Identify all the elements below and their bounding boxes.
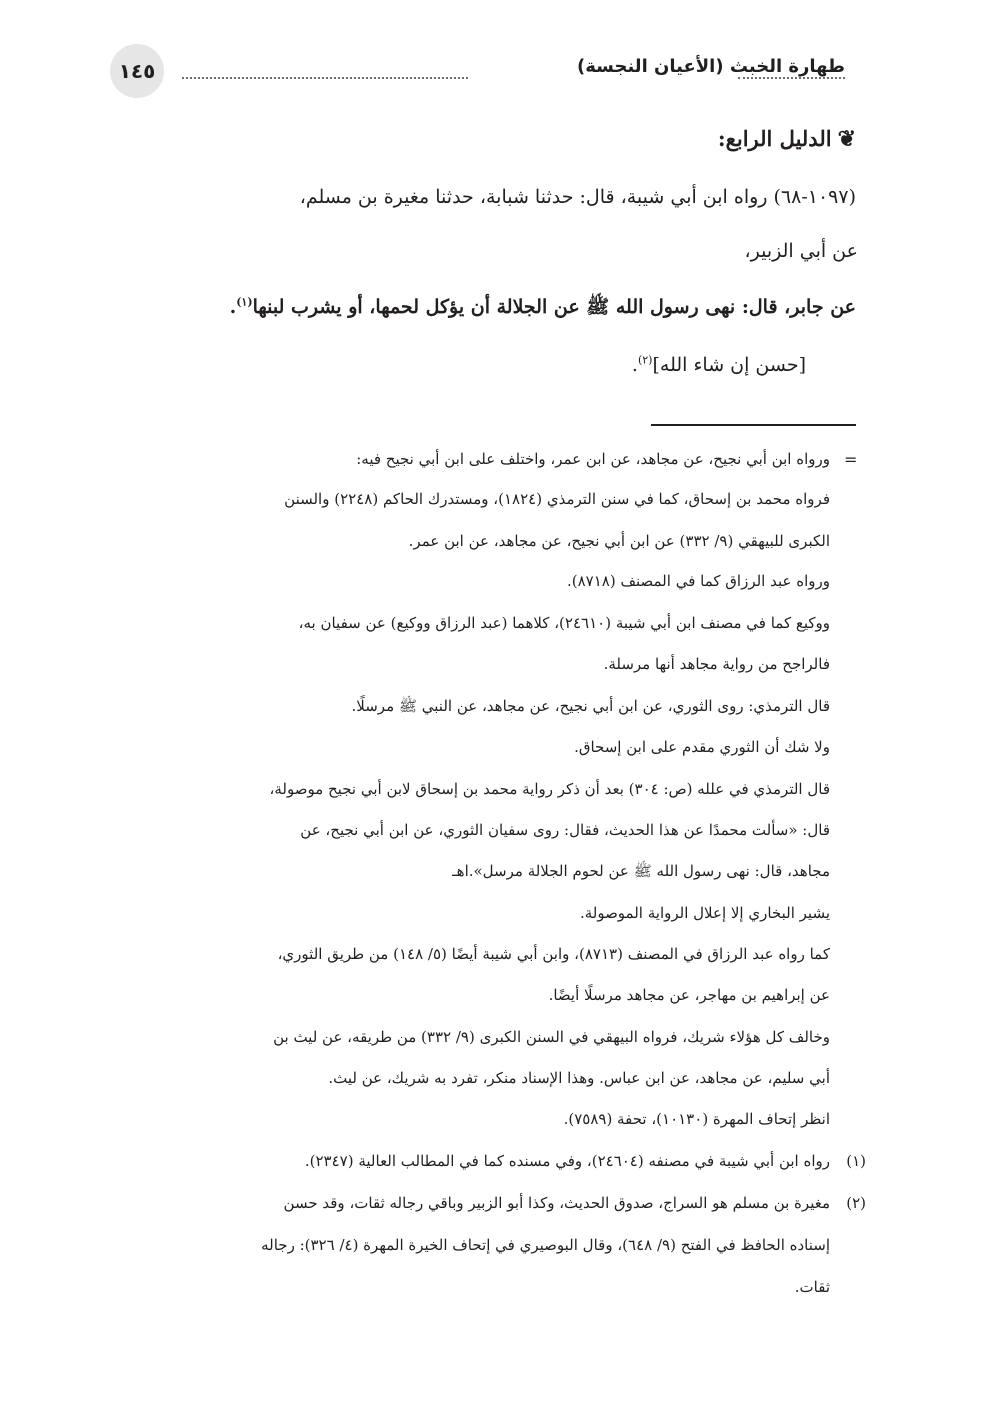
fn-line: أبي سليم، عن مجاهد، عن ابن عباس. وهذا الإسناد منكر، تفرد به شريك، عن ليث. bbox=[328, 1069, 830, 1087]
main-line-2: عن أبي الزبير، bbox=[744, 240, 858, 262]
main-line-3: عن جابر، قال: نهى رسول الله ﷺ عن الجلالة أن يؤكل لحمها، أو يشرب لبنها$^{(١)}$. bbox=[229, 295, 856, 318]
page-number: ١٤٥ bbox=[110, 44, 164, 98]
fn-line: ولا شك أن الثوري مقدم على ابن إسحاق. bbox=[574, 738, 830, 756]
fn-line: وخالف كل هؤلاء شريك، فرواه البيهقي في السنن الكبرى (٩/ ٣٣٢) من طريقه، عن ليث بن bbox=[273, 1028, 830, 1046]
footnote-2-line: ثقات. bbox=[794, 1278, 830, 1296]
footnotes-block bbox=[118, 0, 866, 1340]
fn-line: ورواه عبد الرزاق كما في المصنف (٨٧١٨). bbox=[566, 572, 830, 590]
footnote-1-line: رواه ابن أبي شيبة في مصنفه (٢٤٦٠٤)، وفي مسنده كما في المطالب العالية (٢٣٤٧). bbox=[304, 1152, 830, 1170]
footnote-2-line: مغيرة بن مسلم هو السراج، صدوق الحديث، وكذا أبو الزبير وباقي رجاله ثقات، وقد حسن bbox=[283, 1194, 830, 1212]
grade-text: [حسن إن شاء الله] bbox=[652, 354, 806, 376]
fn-line: قال الترمذي في علله (ص: ٣٠٤) بعد أن ذكر رواية محمد بن إسحاق لابن أبي نجيح موصولة، bbox=[269, 780, 830, 798]
fn-line: فرواه محمد بن إسحاق، كما في سنن الترمذي (١٨٢٤)، ومستدرك الحاكم (٢٢٤٨) والسنن bbox=[284, 490, 830, 508]
fn-line: انظر إتحاف المهرة (١٠١٣٠)، تحفة (٧٥٨٩). bbox=[563, 1110, 830, 1128]
footnote-1-mark: (١) bbox=[846, 1152, 866, 1170]
running-title: طهارة الخبث (الأعيان النجسة) bbox=[577, 56, 845, 77]
main-line-4: [حسن إن شاء الله]$^{(٢)}$. bbox=[631, 353, 806, 376]
fn-line: عن إبراهيم بن مهاجر، عن مجاهد مرسلًا أيضًا. bbox=[548, 986, 830, 1004]
footnote-2-line: إسناده الحافظ في الفتح (٩/ ٦٤٨)، وقال البوصيري في إتحاف الخيرة المهرة (٤/ ٣٢٦): رجاله bbox=[261, 1236, 830, 1254]
fn-line: مجاهد، قال: نهى رسول الله ﷺ عن لحوم الجلالة مرسل».اهـ bbox=[452, 862, 830, 880]
footnote-2-mark: (٢) bbox=[846, 1194, 866, 1212]
fn-line: يشير البخاري إلا إعلال الرواية الموصولة. bbox=[579, 904, 830, 922]
footnote-ref-1[interactable]: (١) bbox=[236, 295, 253, 309]
fn-line: فالراجح من رواية مجاهد أنها مرسلة. bbox=[603, 655, 830, 673]
continuation-mark: = bbox=[844, 450, 858, 469]
main-line-1: (١٠٩٧-٦٨) رواه ابن أبي شيبة، قال: حدثنا شبابة، حدثنا مغيرة بن مسلم، bbox=[299, 186, 856, 208]
fn-line: كما رواه عبد الرزاق في المصنف (٨٧١٣)، وابن أبي شيبة أيضًا (٥/ ١٤٨) من طريق الثوري، bbox=[277, 945, 830, 963]
hadith-text: عن جابر، قال: نهى رسول الله ﷺ عن الجلالة أن يؤكل لحمها، أو يشرب لبنها bbox=[252, 296, 856, 318]
fn-line: الكبرى للبيهقي (٩/ ٣٣٢) عن ابن أبي نجيح، عن مجاهد، عن ابن عمر. bbox=[408, 532, 830, 550]
leaf-ornament-icon: ❦ bbox=[837, 126, 856, 152]
fn-line: ووكيع كما في مصنف ابن أبي شيبة (٢٤٦١٠)، كلاهما (عبد الرزاق ووكيع) عن سفيان به، bbox=[298, 614, 830, 632]
fn-line: قال: «سألت محمدًا عن هذا الحديث، فقال: روى سفيان الثوري، عن ابن أبي نجيح، عن bbox=[300, 821, 830, 839]
fn-line: قال الترمذي: روى الثوري، عن ابن أبي نجيح، عن مجاهد، عن النبي ﷺ مرسلًا. bbox=[351, 697, 830, 715]
footnote-ref-2[interactable]: (٢) bbox=[637, 353, 653, 367]
fn-line: ورواه ابن أبي نجيح، عن مجاهد، عن ابن عمر، واختلف على ابن أبي نجيح فيه: bbox=[356, 450, 830, 468]
heading-text: الدليل الرابع: bbox=[717, 126, 832, 151]
